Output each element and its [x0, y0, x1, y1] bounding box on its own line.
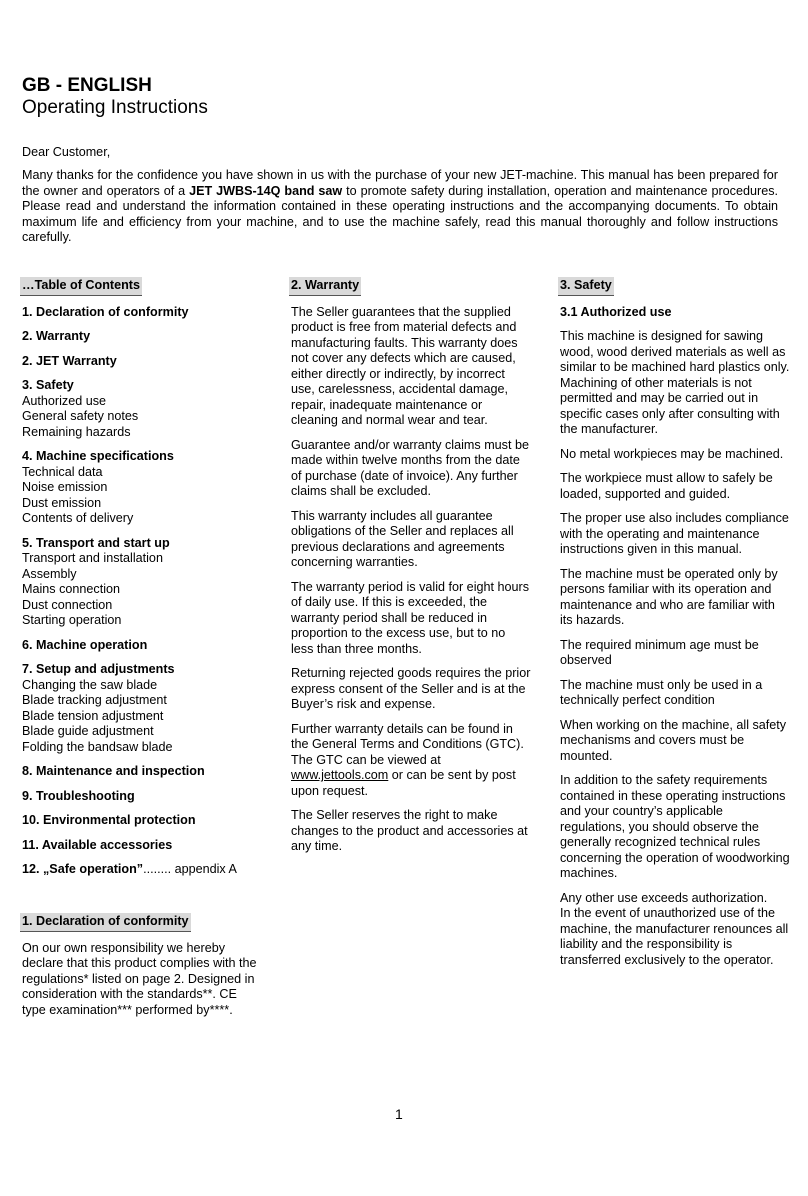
- toc-subentry: Remaining hazards: [22, 424, 131, 439]
- toc-entry-title-text: 7. Setup and adjustments: [22, 662, 175, 676]
- toc-entry-title: [22, 862, 272, 878]
- toc-entry: [22, 305, 272, 321]
- safety-paragraph: No metal workpieces may be machined.: [560, 446, 784, 461]
- toc-entry-title-text: 4. Machine specifications: [22, 449, 174, 463]
- document-title: Operating Instructions: [22, 97, 208, 118]
- toc-entry: [22, 813, 272, 829]
- toc-entry-title-text: 9. Troubleshooting: [22, 788, 135, 803]
- safety-column: [560, 277, 790, 977]
- toc-entry-suffix: ........ appendix A: [143, 862, 237, 876]
- toc-entry-title: [22, 813, 272, 829]
- safety-paragraphs: [560, 329, 790, 968]
- toc-entry-title-text: 3. Safety: [22, 378, 74, 392]
- toc-entry-title: [22, 638, 272, 654]
- toc-entry-title: [22, 764, 272, 780]
- toc-column: [22, 277, 272, 887]
- authorized-use-heading: 3.1 Authorized use: [560, 304, 672, 319]
- intro-part-1: Many thanks for the confidence you have shown in us with the purchase of your new JET-machine. This manual has been prepared for the owner and operators of a: [22, 168, 778, 198]
- safety-paragraph: Any other use exceeds authorization. In the event of unauthorized use of the machine, the manufacturer renounces all liability and the responsibility is transferred exclusively to the operator.: [560, 890, 789, 967]
- toc-subentry: General safety notes: [22, 409, 139, 423]
- safety-paragraph: When working on the machine, all safety mechanisms and covers must be mounted.: [560, 717, 787, 763]
- toc-entry: [22, 449, 272, 527]
- safety-paragraph: The workpiece must allow to safely be loaded, supported and guided.: [560, 471, 773, 501]
- toc-entry-title-text: 10. Environmental protection: [22, 813, 196, 827]
- toc-entry: [22, 536, 272, 629]
- gtc-text-after: or can be sent by post upon request.: [291, 768, 516, 798]
- safety-heading: 3. Safety: [558, 277, 614, 296]
- safety-paragraph: The machine must only be used in a technically perfect condition: [560, 677, 763, 707]
- toc-entry-title-text: 2. Warranty: [22, 329, 91, 343]
- toc-entry: [22, 789, 272, 805]
- toc-entry: [22, 764, 272, 780]
- toc-subentry: Starting operation: [22, 613, 122, 627]
- toc-entry: [22, 354, 272, 370]
- toc-subentry: Blade guide adjustment: [22, 724, 154, 738]
- intro-part-2: to promote safety during installation, operation and maintenance procedures. Please read and understand the information contained in these operating instructions and the accompanying documents. To obtain maximum life and efficiency from your machine, and to use the machine safely, read this manual thoroughly and follow instructions carefully.: [22, 183, 778, 244]
- toc-entry-title: [22, 305, 272, 321]
- safety-paragraph: The machine must be operated only by persons familiar with its operation and maintenance and who are familiar with its hazards.: [560, 566, 778, 627]
- safety-paragraph: The proper use also includes compliance with the operating and maintenance instructions given in this manual.: [560, 511, 789, 556]
- warranty-gtc-paragraph: [291, 722, 531, 800]
- toc-subentry: Blade tracking adjustment: [22, 693, 167, 707]
- warranty-paragraph: Returning rejected goods requires the prior express consent of the Seller and is at the Buyer’s risk and expense.: [291, 666, 531, 711]
- warranty-paragraph: Guarantee and/or warranty claims must be made within twelve months from the date of purchase (date of invoice). Any further claims shall be excluded.: [291, 437, 529, 498]
- toc-entry-title-text: 5. Transport and start up: [22, 535, 170, 550]
- declaration-heading: 1. Declaration of conformity: [20, 913, 191, 932]
- toc-subentry: Authorized use: [22, 393, 107, 408]
- language-heading: GB - ENGLISH: [22, 75, 152, 96]
- warranty-paragraph: The Seller guarantees that the supplied product is free from material defects and manufacturing faults. This warranty does not cover any defects which are caused, either directly or indirectly, by incorrect use, carelessness, accidental damage, repair, inadequate maintenance or cleaning and normal wear and tear.: [291, 304, 518, 427]
- toc-entry-title-text: 6. Machine operation: [22, 637, 148, 652]
- toc-subentry: Transport and installation: [22, 551, 163, 565]
- toc-list: [22, 305, 272, 878]
- toc-subentry: Blade tension adjustment: [22, 708, 164, 723]
- toc-entry-title: [22, 789, 272, 805]
- toc-subentry: Assembly: [22, 566, 77, 581]
- toc-entry: [22, 662, 272, 755]
- toc-entry-title: [22, 354, 272, 370]
- toc-entry: [22, 378, 272, 440]
- toc-entry-title: [22, 329, 272, 345]
- salutation: Dear Customer,: [22, 145, 111, 159]
- toc-subentry: Technical data: [22, 464, 103, 479]
- toc-entry: [22, 838, 272, 854]
- toc-subentry: Dust emission: [22, 495, 102, 510]
- toc-entry: [22, 638, 272, 654]
- toc-entry-title: [22, 838, 272, 854]
- declaration-section: [22, 913, 262, 1027]
- intro-paragraph: [22, 168, 778, 246]
- toc-subentry: Changing the saw blade: [22, 677, 158, 692]
- toc-heading: …Table of Contents: [20, 277, 142, 296]
- toc-subentry: Noise emission: [22, 480, 108, 494]
- toc-entry-title-text: 12. „Safe operation”: [22, 862, 144, 876]
- toc-entry-title: [22, 449, 272, 465]
- safety-paragraph: This machine is designed for sawing wood, wood derived materials as well as similar to be machined hard plastics only. Machining of other materials is not permitted and may be carried out in specific cases only after consulting with the manufacturer.: [560, 329, 790, 436]
- toc-entry: [22, 862, 272, 878]
- page-number: 1: [395, 1106, 403, 1122]
- toc-entry-title-text: 1. Declaration of conformity: [22, 304, 189, 319]
- jettools-link[interactable]: www.jettools.com: [291, 768, 389, 782]
- safety-paragraph: The required minimum age must be observed: [560, 637, 759, 667]
- toc-subentry: Contents of delivery: [22, 511, 134, 525]
- toc-entry: [22, 329, 272, 345]
- warranty-column: [291, 277, 531, 864]
- warranty-paragraph: The Seller reserves the right to make changes to the product and accessories at any time.: [291, 808, 528, 853]
- warranty-paragraph: This warranty includes all guarantee obligations of the Seller and replaces all previous declarations and agreements concerning warranties.: [291, 508, 514, 569]
- intro-model: JET JWBS-14Q band saw: [189, 183, 343, 198]
- toc-subentry: Folding the bandsaw blade: [22, 739, 173, 754]
- gtc-text-before: Further warranty details can be found in the General Terms and Conditions (GTC). The GTC can be viewed at: [291, 721, 524, 767]
- toc-entry-title-text: 8. Maintenance and inspection: [22, 764, 205, 778]
- toc-subentry: Mains connection: [22, 582, 121, 596]
- toc-entry-title: [22, 662, 272, 678]
- toc-entry-title-text: 11. Available accessories: [22, 837, 173, 852]
- declaration-text: On our own responsibility we hereby declare that this product complies with the regulations* listed on page 2. Designed in consideration with the standards**. CE type examination*** performed by****.: [22, 940, 257, 1017]
- warranty-heading: 2. Warranty: [289, 277, 361, 296]
- warranty-paragraph: The warranty period is valid for eight hours of daily use. If this is exceeded, the warranty period shall be reduced in proportion to the excess use, but to no less than three months.: [291, 579, 529, 656]
- safety-paragraph: In addition to the safety requirements contained in these operating instructions and your country’s applicable regulations, you should observe the generally recognized technical rules concerning the operation of woodworking machines.: [560, 773, 790, 880]
- toc-entry-title: [22, 536, 272, 552]
- toc-subentry: Dust connection: [22, 597, 113, 612]
- toc-entry-title-text: 2. JET Warranty: [22, 353, 117, 368]
- toc-entry-title: [22, 378, 272, 394]
